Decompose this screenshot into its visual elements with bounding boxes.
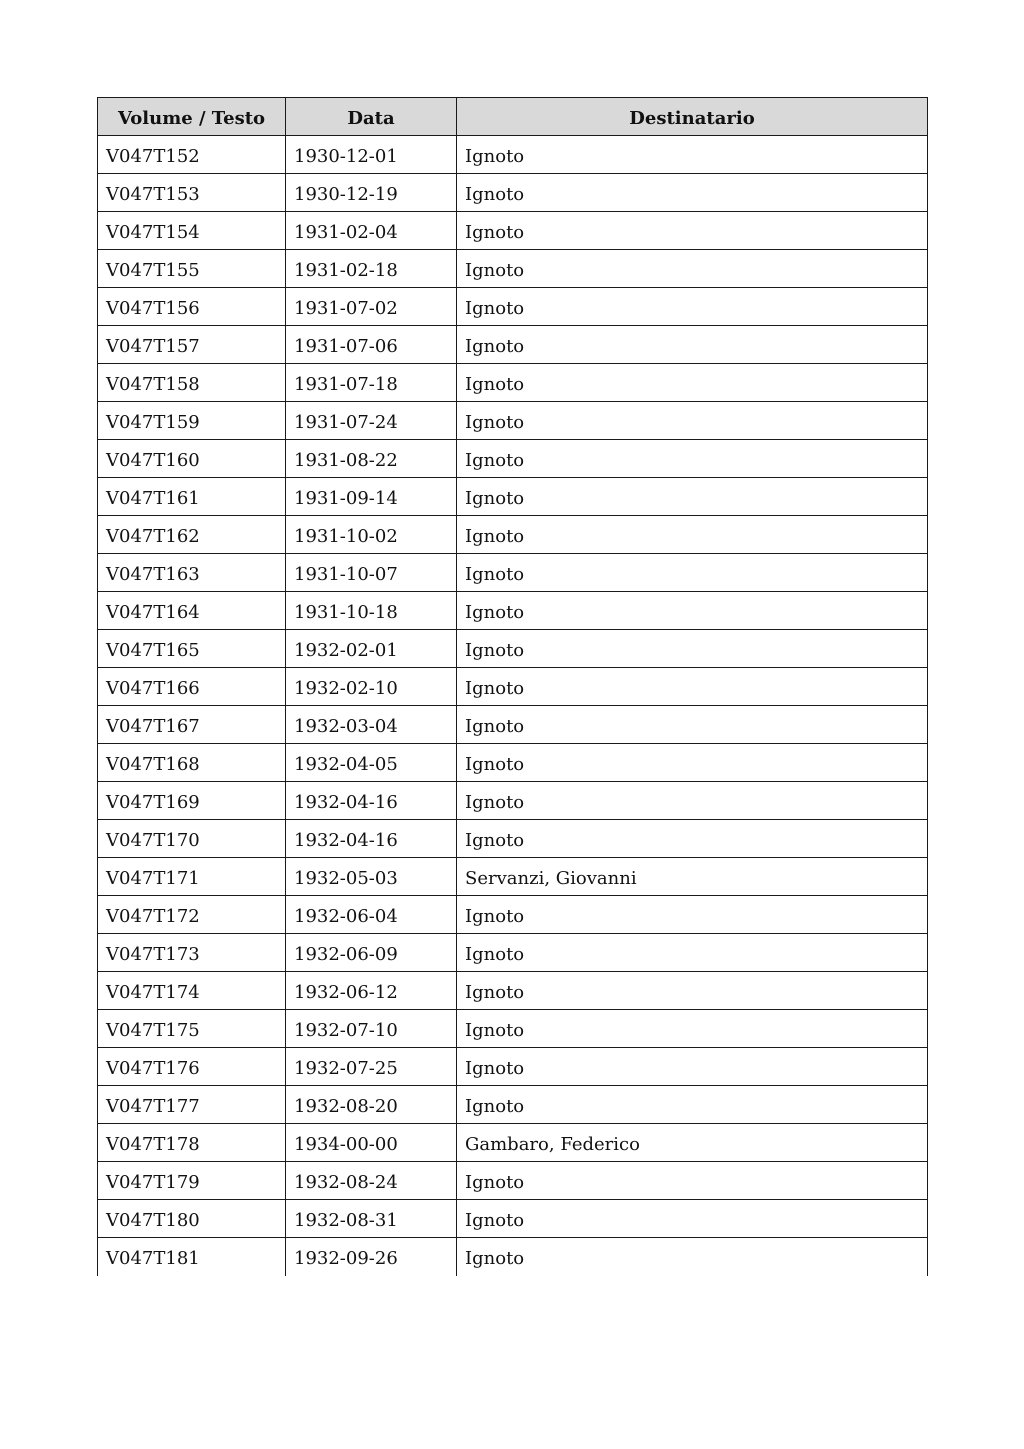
volume-testo-cell: V047T153 — [98, 174, 286, 212]
table-row — [98, 592, 928, 630]
destinatario-cell: Ignoto — [457, 782, 928, 820]
table-row — [98, 896, 928, 934]
data-cell: 1932-08-20 — [286, 1086, 457, 1124]
data-cell: 1931-10-18 — [286, 592, 457, 630]
destinatario-cell: Ignoto — [457, 326, 928, 364]
destinatario-cell: Ignoto — [457, 364, 928, 402]
table-body — [98, 136, 928, 1276]
volume-testo-cell: V047T169 — [98, 782, 286, 820]
destinatario-cell: Ignoto — [457, 972, 928, 1010]
volume-testo-cell: V047T176 — [98, 1048, 286, 1086]
destinatario-cell: Ignoto — [457, 212, 928, 250]
volume-testo-cell: V047T160 — [98, 440, 286, 478]
volume-testo-cell: V047T175 — [98, 1010, 286, 1048]
table-row — [98, 554, 928, 592]
table-row — [98, 668, 928, 706]
data-cell: 1932-06-04 — [286, 896, 457, 934]
data-cell: 1931-10-07 — [286, 554, 457, 592]
table-row — [98, 630, 928, 668]
data-cell: 1931-07-06 — [286, 326, 457, 364]
data-cell: 1931-07-02 — [286, 288, 457, 326]
destinatario-cell: Ignoto — [457, 288, 928, 326]
data-cell: 1932-08-31 — [286, 1200, 457, 1238]
volume-testo-cell: V047T156 — [98, 288, 286, 326]
volume-testo-cell: V047T164 — [98, 592, 286, 630]
destinatario-cell: Ignoto — [457, 516, 928, 554]
table-row — [98, 1010, 928, 1048]
table-header — [98, 98, 928, 136]
volume-testo-cell: V047T166 — [98, 668, 286, 706]
table-row — [98, 1200, 928, 1238]
destinatario-cell: Ignoto — [457, 668, 928, 706]
data-cell: 1932-04-16 — [286, 820, 457, 858]
data-cell: 1931-08-22 — [286, 440, 457, 478]
volume-testo-cell: V047T174 — [98, 972, 286, 1010]
table-row — [98, 516, 928, 554]
destinatario-cell: Ignoto — [457, 896, 928, 934]
destinatario-cell: Ignoto — [457, 744, 928, 782]
data-cell: 1930-12-19 — [286, 174, 457, 212]
table-row — [98, 706, 928, 744]
volume-testo-cell: V047T155 — [98, 250, 286, 288]
letters-table — [97, 97, 928, 1276]
destinatario-cell: Ignoto — [457, 1162, 928, 1200]
table-row — [98, 174, 928, 212]
table-row — [98, 1162, 928, 1200]
data-cell: 1932-03-04 — [286, 706, 457, 744]
table-row — [98, 858, 928, 896]
table-row — [98, 744, 928, 782]
destinatario-cell: Ignoto — [457, 136, 928, 174]
table-row — [98, 402, 928, 440]
data-cell: 1934-00-00 — [286, 1124, 457, 1162]
table-row — [98, 478, 928, 516]
data-cell: 1932-02-01 — [286, 630, 457, 668]
data-cell: 1932-09-26 — [286, 1238, 457, 1276]
header-destinatario: Destinatario — [457, 98, 928, 136]
volume-testo-cell: V047T161 — [98, 478, 286, 516]
table-row — [98, 782, 928, 820]
table-row — [98, 820, 928, 858]
table-row — [98, 1048, 928, 1086]
destinatario-cell: Servanzi, Giovanni — [457, 858, 928, 896]
volume-testo-cell: V047T159 — [98, 402, 286, 440]
volume-testo-cell: V047T154 — [98, 212, 286, 250]
destinatario-cell: Ignoto — [457, 706, 928, 744]
destinatario-cell: Ignoto — [457, 440, 928, 478]
volume-testo-cell: V047T163 — [98, 554, 286, 592]
data-cell: 1930-12-01 — [286, 136, 457, 174]
volume-testo-cell: V047T168 — [98, 744, 286, 782]
table-row — [98, 326, 928, 364]
table-row — [98, 288, 928, 326]
destinatario-cell: Ignoto — [457, 630, 928, 668]
table-row — [98, 250, 928, 288]
destinatario-cell: Ignoto — [457, 592, 928, 630]
data-cell: 1932-06-12 — [286, 972, 457, 1010]
data-cell: 1931-07-24 — [286, 402, 457, 440]
volume-testo-cell: V047T177 — [98, 1086, 286, 1124]
volume-testo-cell: V047T158 — [98, 364, 286, 402]
destinatario-cell: Gambaro, Federico — [457, 1124, 928, 1162]
table-row — [98, 136, 928, 174]
volume-testo-cell: V047T178 — [98, 1124, 286, 1162]
data-cell: 1932-02-10 — [286, 668, 457, 706]
table-row — [98, 972, 928, 1010]
destinatario-cell: Ignoto — [457, 554, 928, 592]
volume-testo-cell: V047T181 — [98, 1238, 286, 1276]
volume-testo-cell: V047T179 — [98, 1162, 286, 1200]
destinatario-cell: Ignoto — [457, 1086, 928, 1124]
table-row — [98, 440, 928, 478]
volume-testo-cell: V047T165 — [98, 630, 286, 668]
data-cell: 1932-05-03 — [286, 858, 457, 896]
volume-testo-cell: V047T171 — [98, 858, 286, 896]
data-cell: 1931-10-02 — [286, 516, 457, 554]
data-cell: 1932-04-05 — [286, 744, 457, 782]
data-cell: 1932-04-16 — [286, 782, 457, 820]
volume-testo-cell: V047T152 — [98, 136, 286, 174]
data-cell: 1931-02-18 — [286, 250, 457, 288]
volume-testo-cell: V047T173 — [98, 934, 286, 972]
destinatario-cell: Ignoto — [457, 478, 928, 516]
data-cell: 1932-07-10 — [286, 1010, 457, 1048]
data-cell: 1931-02-04 — [286, 212, 457, 250]
header-row — [98, 98, 928, 136]
volume-testo-cell: V047T167 — [98, 706, 286, 744]
volume-testo-cell: V047T157 — [98, 326, 286, 364]
data-cell: 1932-06-09 — [286, 934, 457, 972]
data-cell: 1932-07-25 — [286, 1048, 457, 1086]
data-cell: 1931-09-14 — [286, 478, 457, 516]
table-row — [98, 212, 928, 250]
header-volume-testo: Volume / Testo — [98, 98, 286, 136]
volume-testo-cell: V047T172 — [98, 896, 286, 934]
destinatario-cell: Ignoto — [457, 934, 928, 972]
destinatario-cell: Ignoto — [457, 1238, 928, 1276]
table-row — [98, 364, 928, 402]
destinatario-cell: Ignoto — [457, 174, 928, 212]
volume-testo-cell: V047T170 — [98, 820, 286, 858]
destinatario-cell: Ignoto — [457, 1200, 928, 1238]
destinatario-cell: Ignoto — [457, 402, 928, 440]
volume-testo-cell: V047T180 — [98, 1200, 286, 1238]
data-cell: 1932-08-24 — [286, 1162, 457, 1200]
volume-testo-cell: V047T162 — [98, 516, 286, 554]
destinatario-cell: Ignoto — [457, 1010, 928, 1048]
table-row — [98, 934, 928, 972]
header-data: Data — [286, 98, 457, 136]
table-row — [98, 1238, 928, 1276]
destinatario-cell: Ignoto — [457, 1048, 928, 1086]
destinatario-cell: Ignoto — [457, 250, 928, 288]
data-cell: 1931-07-18 — [286, 364, 457, 402]
destinatario-cell: Ignoto — [457, 820, 928, 858]
table-row — [98, 1086, 928, 1124]
table-row — [98, 1124, 928, 1162]
